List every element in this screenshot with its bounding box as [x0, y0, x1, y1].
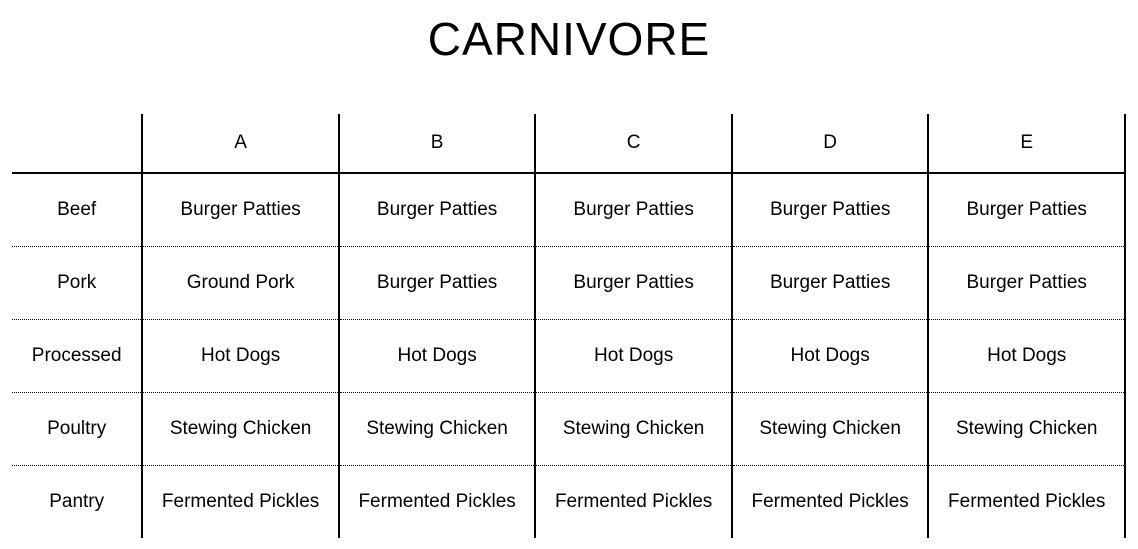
- cell-beef-e: [928, 173, 1125, 247]
- cell-pantry-c: [535, 466, 732, 539]
- row-label-pantry: Pantry: [49, 491, 105, 513]
- cell-text: Hot Dogs: [594, 345, 674, 367]
- table-row: [12, 173, 1125, 247]
- cell-processed-b: [339, 320, 536, 393]
- cell-processed-e: [928, 320, 1125, 393]
- cell-text: Stewing Chicken: [955, 418, 1098, 440]
- cell-beef-b: [339, 173, 536, 247]
- cell-beef-d: [732, 173, 929, 247]
- cell-pork-c: [535, 247, 732, 320]
- cell-text: Stewing Chicken: [562, 418, 705, 440]
- cell-pantry-e: [928, 466, 1125, 539]
- cell-text: Burger Patties: [769, 272, 891, 294]
- row-label-beef: Beef: [12, 173, 142, 247]
- cell-poultry-b: [339, 393, 536, 466]
- cell-pantry-b: [339, 466, 536, 539]
- column-header-b: B: [339, 114, 536, 173]
- cell-text: Fermented Pickles: [161, 491, 320, 513]
- column-header-a: A: [142, 114, 339, 173]
- row-label-pork: Pork: [12, 247, 142, 320]
- cell-text: Fermented Pickles: [358, 491, 516, 513]
- cell-poultry-c: [535, 393, 732, 466]
- document-page: [0, 14, 1138, 549]
- row-label-poultry: Poultry: [12, 393, 142, 466]
- cell-beef-a: [142, 173, 339, 247]
- cell-text: Fermented Pickles: [554, 491, 713, 513]
- cell-poultry-d: [732, 393, 929, 466]
- cell-text: Burger Patties: [376, 272, 498, 294]
- cell-text: Stewing Chicken: [759, 418, 901, 440]
- cell-text: Burger Patties: [573, 199, 694, 221]
- table-row: [12, 247, 1125, 320]
- cell-pork-b: [339, 247, 536, 320]
- cell-pantry-d: [732, 466, 929, 539]
- cell-processed-a: [142, 320, 339, 393]
- cell-processed-d: [732, 320, 929, 393]
- cell-pantry-a: [142, 466, 339, 539]
- cell-text: Fermented Pickles: [948, 491, 1106, 513]
- table-header-row: [12, 114, 1125, 173]
- cell-poultry-e: [928, 393, 1125, 466]
- table-corner-cell: [12, 114, 142, 173]
- cell-pork-e: [928, 247, 1125, 320]
- cell-text: Ground Pork: [186, 272, 295, 294]
- cell-pork-a: [142, 247, 339, 320]
- cell-text: Hot Dogs: [201, 345, 281, 367]
- cell-text: Burger Patties: [966, 199, 1087, 221]
- cell-poultry-a: [142, 393, 339, 466]
- cell-text: Burger Patties: [180, 199, 301, 221]
- cell-pork-d: [732, 247, 929, 320]
- carnivore-table: [12, 114, 1126, 538]
- cell-text: Burger Patties: [769, 199, 891, 221]
- cell-text: Hot Dogs: [987, 345, 1067, 367]
- column-header-c: C: [535, 114, 732, 173]
- cell-text: Hot Dogs: [397, 345, 477, 367]
- column-header-e: E: [928, 114, 1125, 173]
- cell-text: Hot Dogs: [790, 345, 870, 367]
- cell-text: Burger Patties: [966, 272, 1087, 294]
- page-title: CARNIVORE: [427, 13, 711, 65]
- table-row: [12, 466, 1125, 539]
- cell-beef-c: [535, 173, 732, 247]
- cell-text: Stewing Chicken: [366, 418, 508, 440]
- cell-text: Burger Patties: [573, 272, 694, 294]
- table-row: [12, 393, 1125, 466]
- table-row: [12, 320, 1125, 393]
- cell-text: Fermented Pickles: [751, 491, 909, 513]
- row-label-processed: Processed: [12, 320, 142, 393]
- carnivore-table-wrapper: [12, 114, 1126, 538]
- cell-processed-c: [535, 320, 732, 393]
- cell-text: Stewing Chicken: [169, 418, 312, 440]
- cell-text: Burger Patties: [376, 199, 498, 221]
- column-header-d: D: [732, 114, 929, 173]
